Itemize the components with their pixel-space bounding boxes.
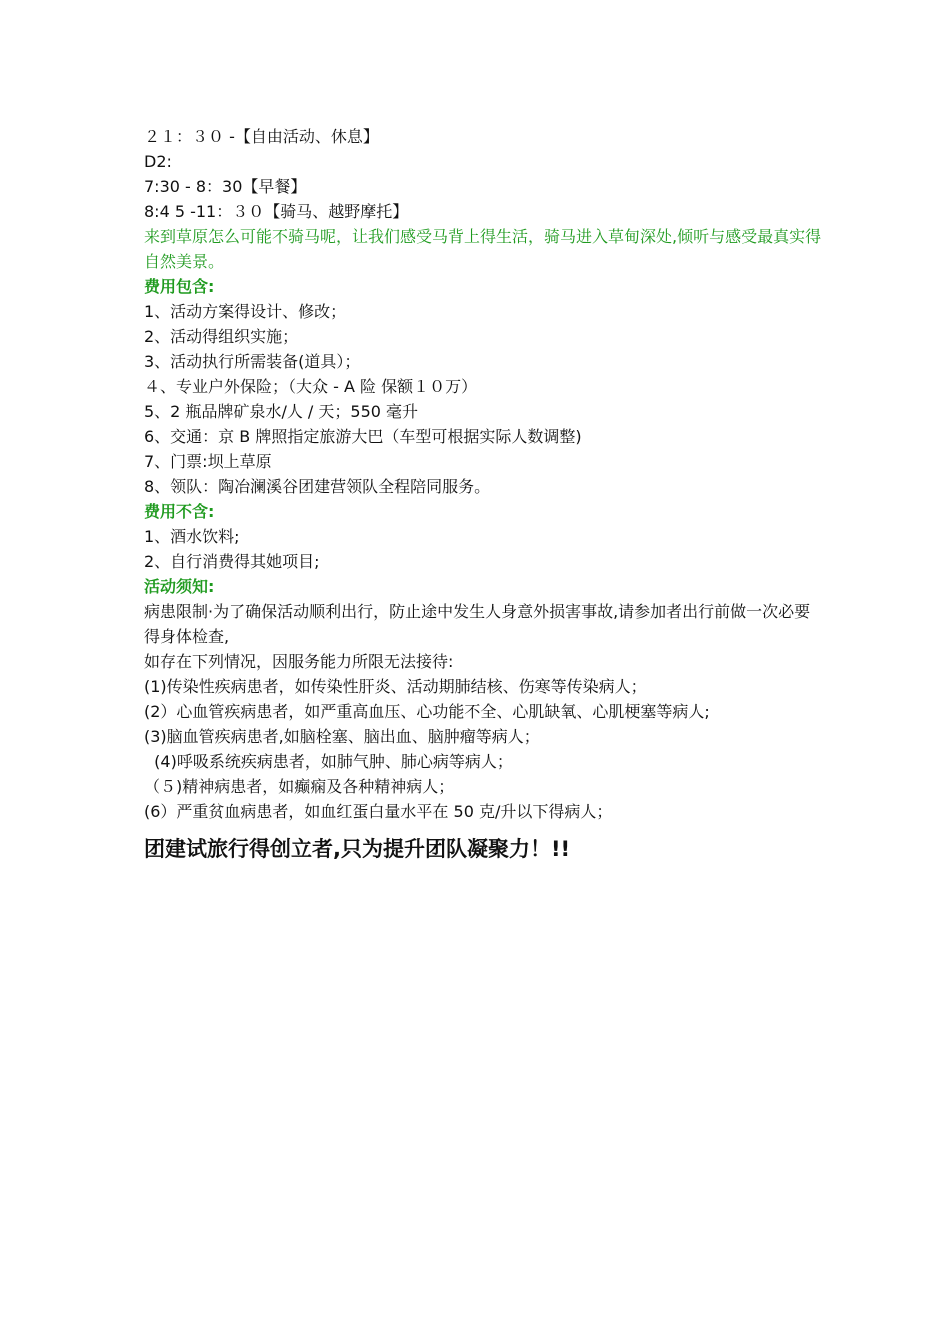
list-item: (1)传染性疾病患者，如传染性肝炎、活动期肺结核、伤寒等传染病人；: [144, 677, 647, 696]
slogan: 团建试旅行得创立者,只为提升团队凝聚力！!!: [144, 837, 571, 861]
schedule-line: 7:30 - 8：30【早餐】: [144, 177, 307, 196]
list-item: (2）心血管疾病患者，如严重高血压、心功能不全、心肌缺氧、心肌梗塞等病人;: [144, 702, 710, 721]
schedule-day-label: D2:: [144, 152, 172, 171]
schedule-line: 8:4 5 -11：３０【骑马、越野摩托】: [144, 202, 409, 221]
list-item: （５)精神病患者，如癫痫及各种精神病人；: [144, 777, 455, 796]
list-item: (6）严重贫血病患者，如血红蛋白量水平在 50 克/升以下得病人；: [144, 802, 613, 821]
list-item: 3、活动执行所需装备(道具）；: [144, 352, 361, 371]
notice-heading: 活动须知:: [144, 577, 215, 596]
list-item: (3)脑血管疾病患者,如脑栓塞、脑出血、脑肿瘤等病人；: [144, 727, 540, 746]
schedule-line: ２１：３０ -【自由活动、休息】: [144, 127, 379, 146]
highlight-paragraph: 来到草原怎么可能不骑马呢，让我们感受马背上得生活，骑马进入草甸深处,倾听与感受最真实得自然美景。: [144, 227, 822, 271]
list-item: 6、交通：京 B 牌照指定旅游大巴（车型可根据实际人数调整): [144, 427, 582, 446]
list-item: (4)呼吸系统疾病患者，如肺气肿、肺心病等病人；: [144, 752, 513, 771]
included-heading: 费用包含:: [144, 277, 215, 296]
notice-intro: 病患限制·为了确保活动顺利出行，防止途中发生人身意外损害事故,请参加者出行前做一次必要得身体检查,: [144, 602, 811, 646]
list-item: 8、领队：陶冶澜溪谷团建营领队全程陪同服务。: [144, 477, 491, 496]
excluded-heading: 费用不含:: [144, 502, 215, 521]
list-item: 7、门票:坝上草原: [144, 452, 272, 471]
list-item: 1、活动方案得设计、修改；: [144, 302, 347, 321]
list-item: 2、活动得组织实施；: [144, 327, 299, 346]
notice-lead: 如存在下列情况，因服务能力所限无法接待:: [144, 652, 454, 671]
list-item: ４、专业户外保险；（大众 - A 险 保额１０万）: [144, 377, 478, 396]
list-item: 2、自行消费得其她项目;: [144, 552, 320, 571]
list-item: 1、酒水饮料;: [144, 527, 240, 546]
list-item: 5、2 瓶品牌矿泉水/人 / 天；550 毫升: [144, 402, 419, 421]
document-page: [144, 124, 824, 864]
